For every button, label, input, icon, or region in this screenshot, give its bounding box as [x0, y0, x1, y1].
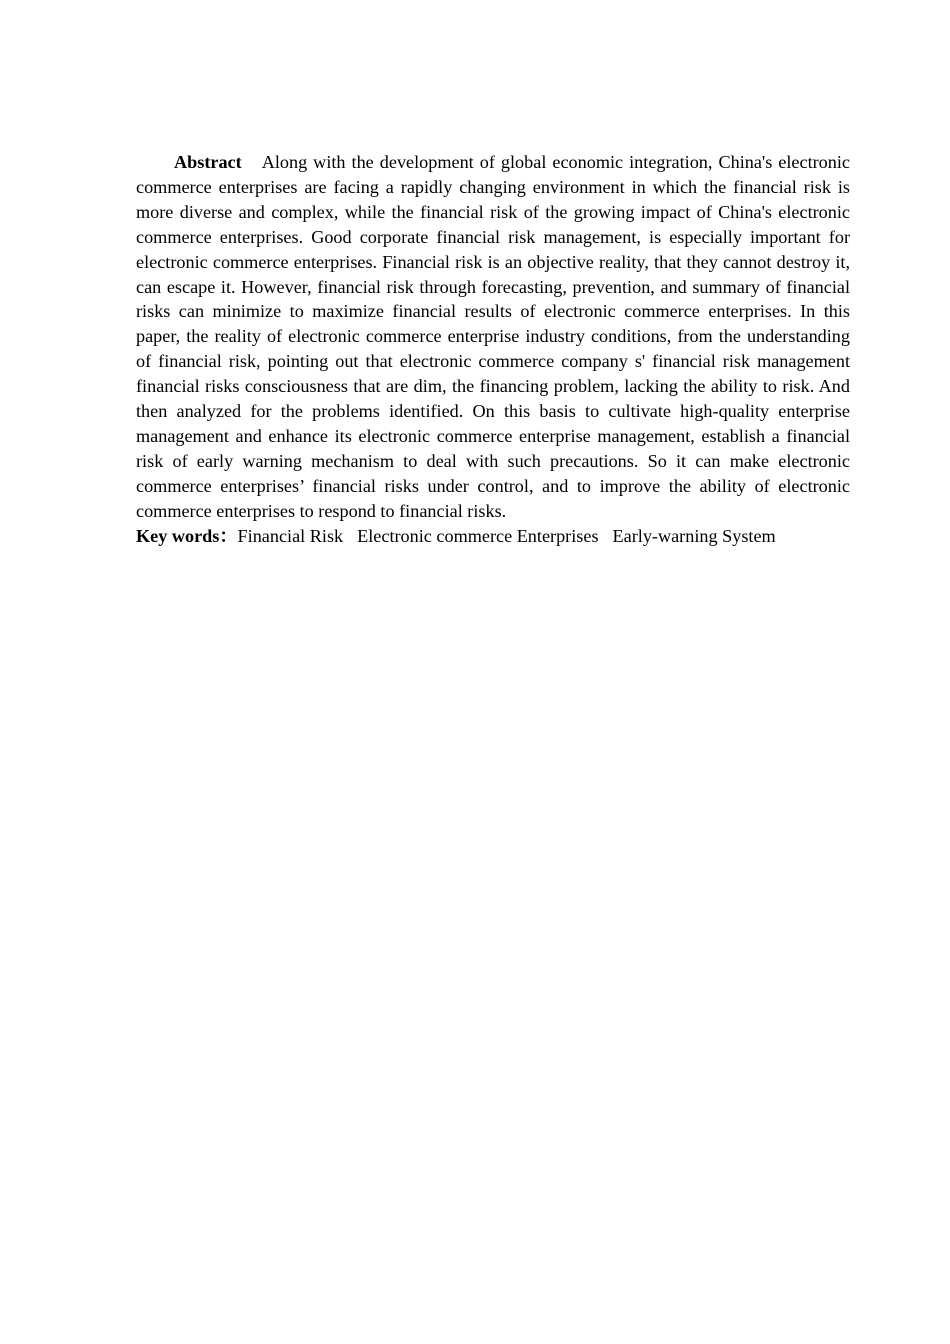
keyword-item: Electronic commerce Enterprises [357, 525, 599, 546]
keyword-item: Financial Risk [237, 525, 344, 546]
keywords-label: Key words： [136, 525, 238, 546]
keyword-item: Early-warning System [612, 525, 776, 546]
abstract-text: Along with the development of global economic integration, China's electronic commerce enterprises are facing a rapidly changing environment in which the financial risk is more diverse and complex, while the financial risk of the growing impact of China's electronic commerce enterprises. Good corporate financial risk management, is especially important for electronic commerce enterprises. Financial risk is an objective reality, that they cannot destroy it, can escape it. However, financial risk through forecasting, prevention, and summary of financial risks can minimize to maximize financial results of electronic commerce enterprises. In this paper, the reality of electronic commerce enterprise industry conditions, from the understanding of financial risk, pointing out that electronic commerce company s' financial risk management financial risks consciousness that are dim, the financing problem, lacking the ability to risk. And then analyzed for the problems identified. On this basis to cultivate high-quality enterprise management and enhance its electronic commerce enterprise management, establish a financial risk of early warning mechanism to deal with such precautions. So it can make electronic commerce enterprises’ financial risks under control, and to improve the ability of electronic commerce enterprises to respond to financial risks. [136, 152, 850, 521]
abstract-label: Abstract [174, 152, 242, 172]
keywords-line [136, 524, 850, 549]
abstract-paragraph [136, 150, 850, 524]
abstract-section [136, 150, 850, 549]
